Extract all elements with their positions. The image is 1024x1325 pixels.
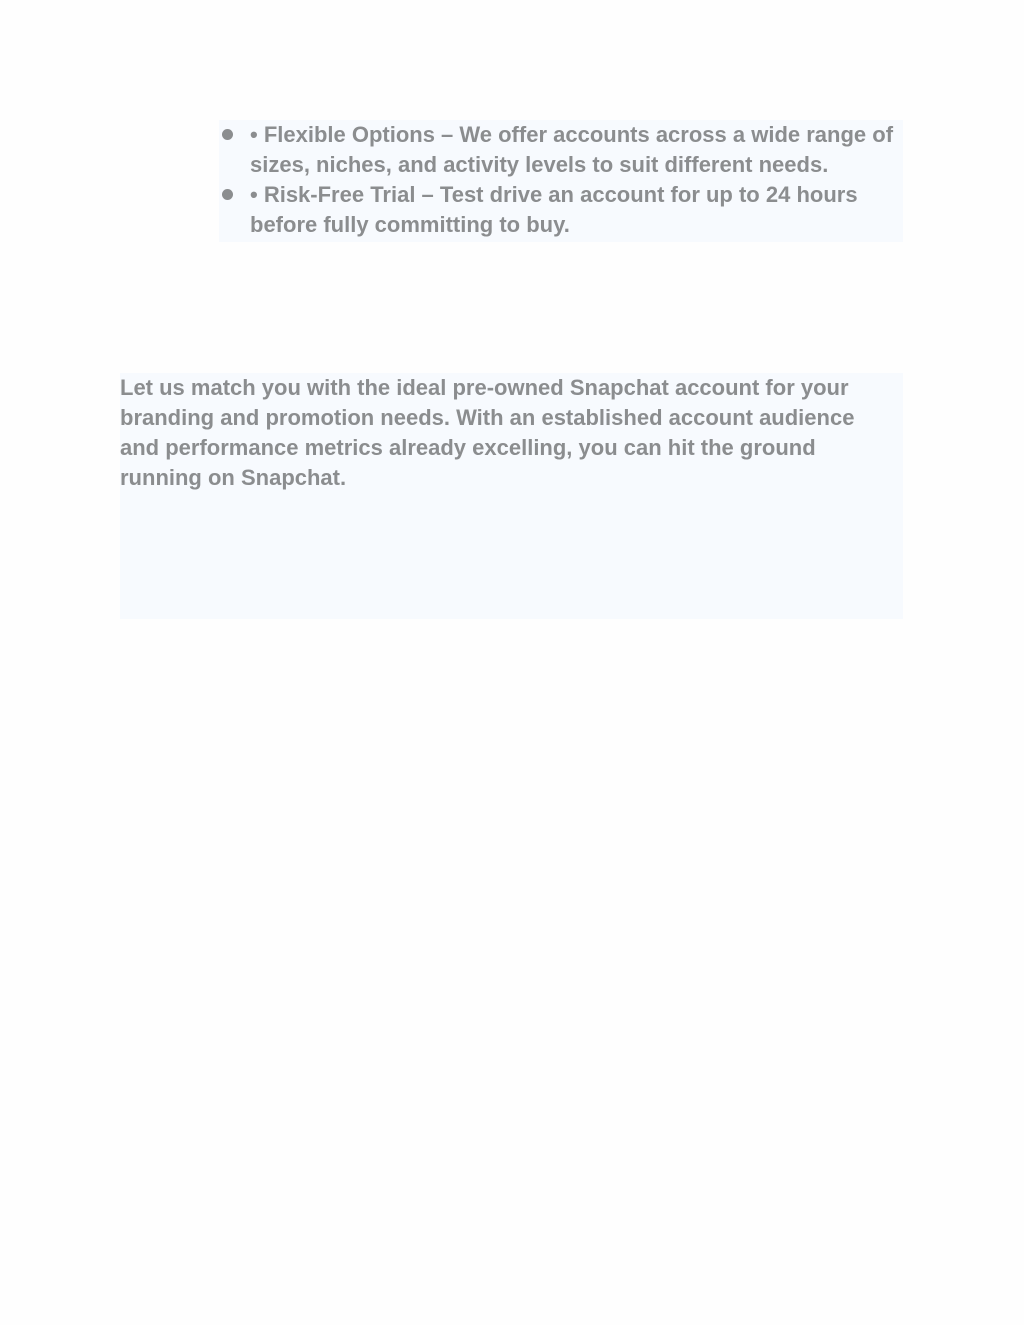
closing-paragraph-block — [120, 373, 903, 619]
feature-list — [219, 120, 903, 240]
list-item-text: • Risk-Free Trial – Test drive an account for up to 24 hours before fully committing to buy. — [250, 182, 858, 237]
bullet-dot-icon — [222, 189, 233, 200]
closing-paragraph: Let us match you with the ideal pre-owned Snapchat account for your branding and promotion needs. With an established account audience and performance metrics already excelling, you can hit the ground running on Snapchat. — [120, 375, 855, 490]
list-item — [219, 120, 903, 180]
list-item — [219, 180, 903, 240]
list-item-text: • Flexible Options – We offer accounts across a wide range of sizes, niches, and activity levels to suit different needs. — [250, 122, 894, 177]
bullet-dot-icon — [222, 129, 233, 140]
feature-list-block — [219, 120, 903, 242]
